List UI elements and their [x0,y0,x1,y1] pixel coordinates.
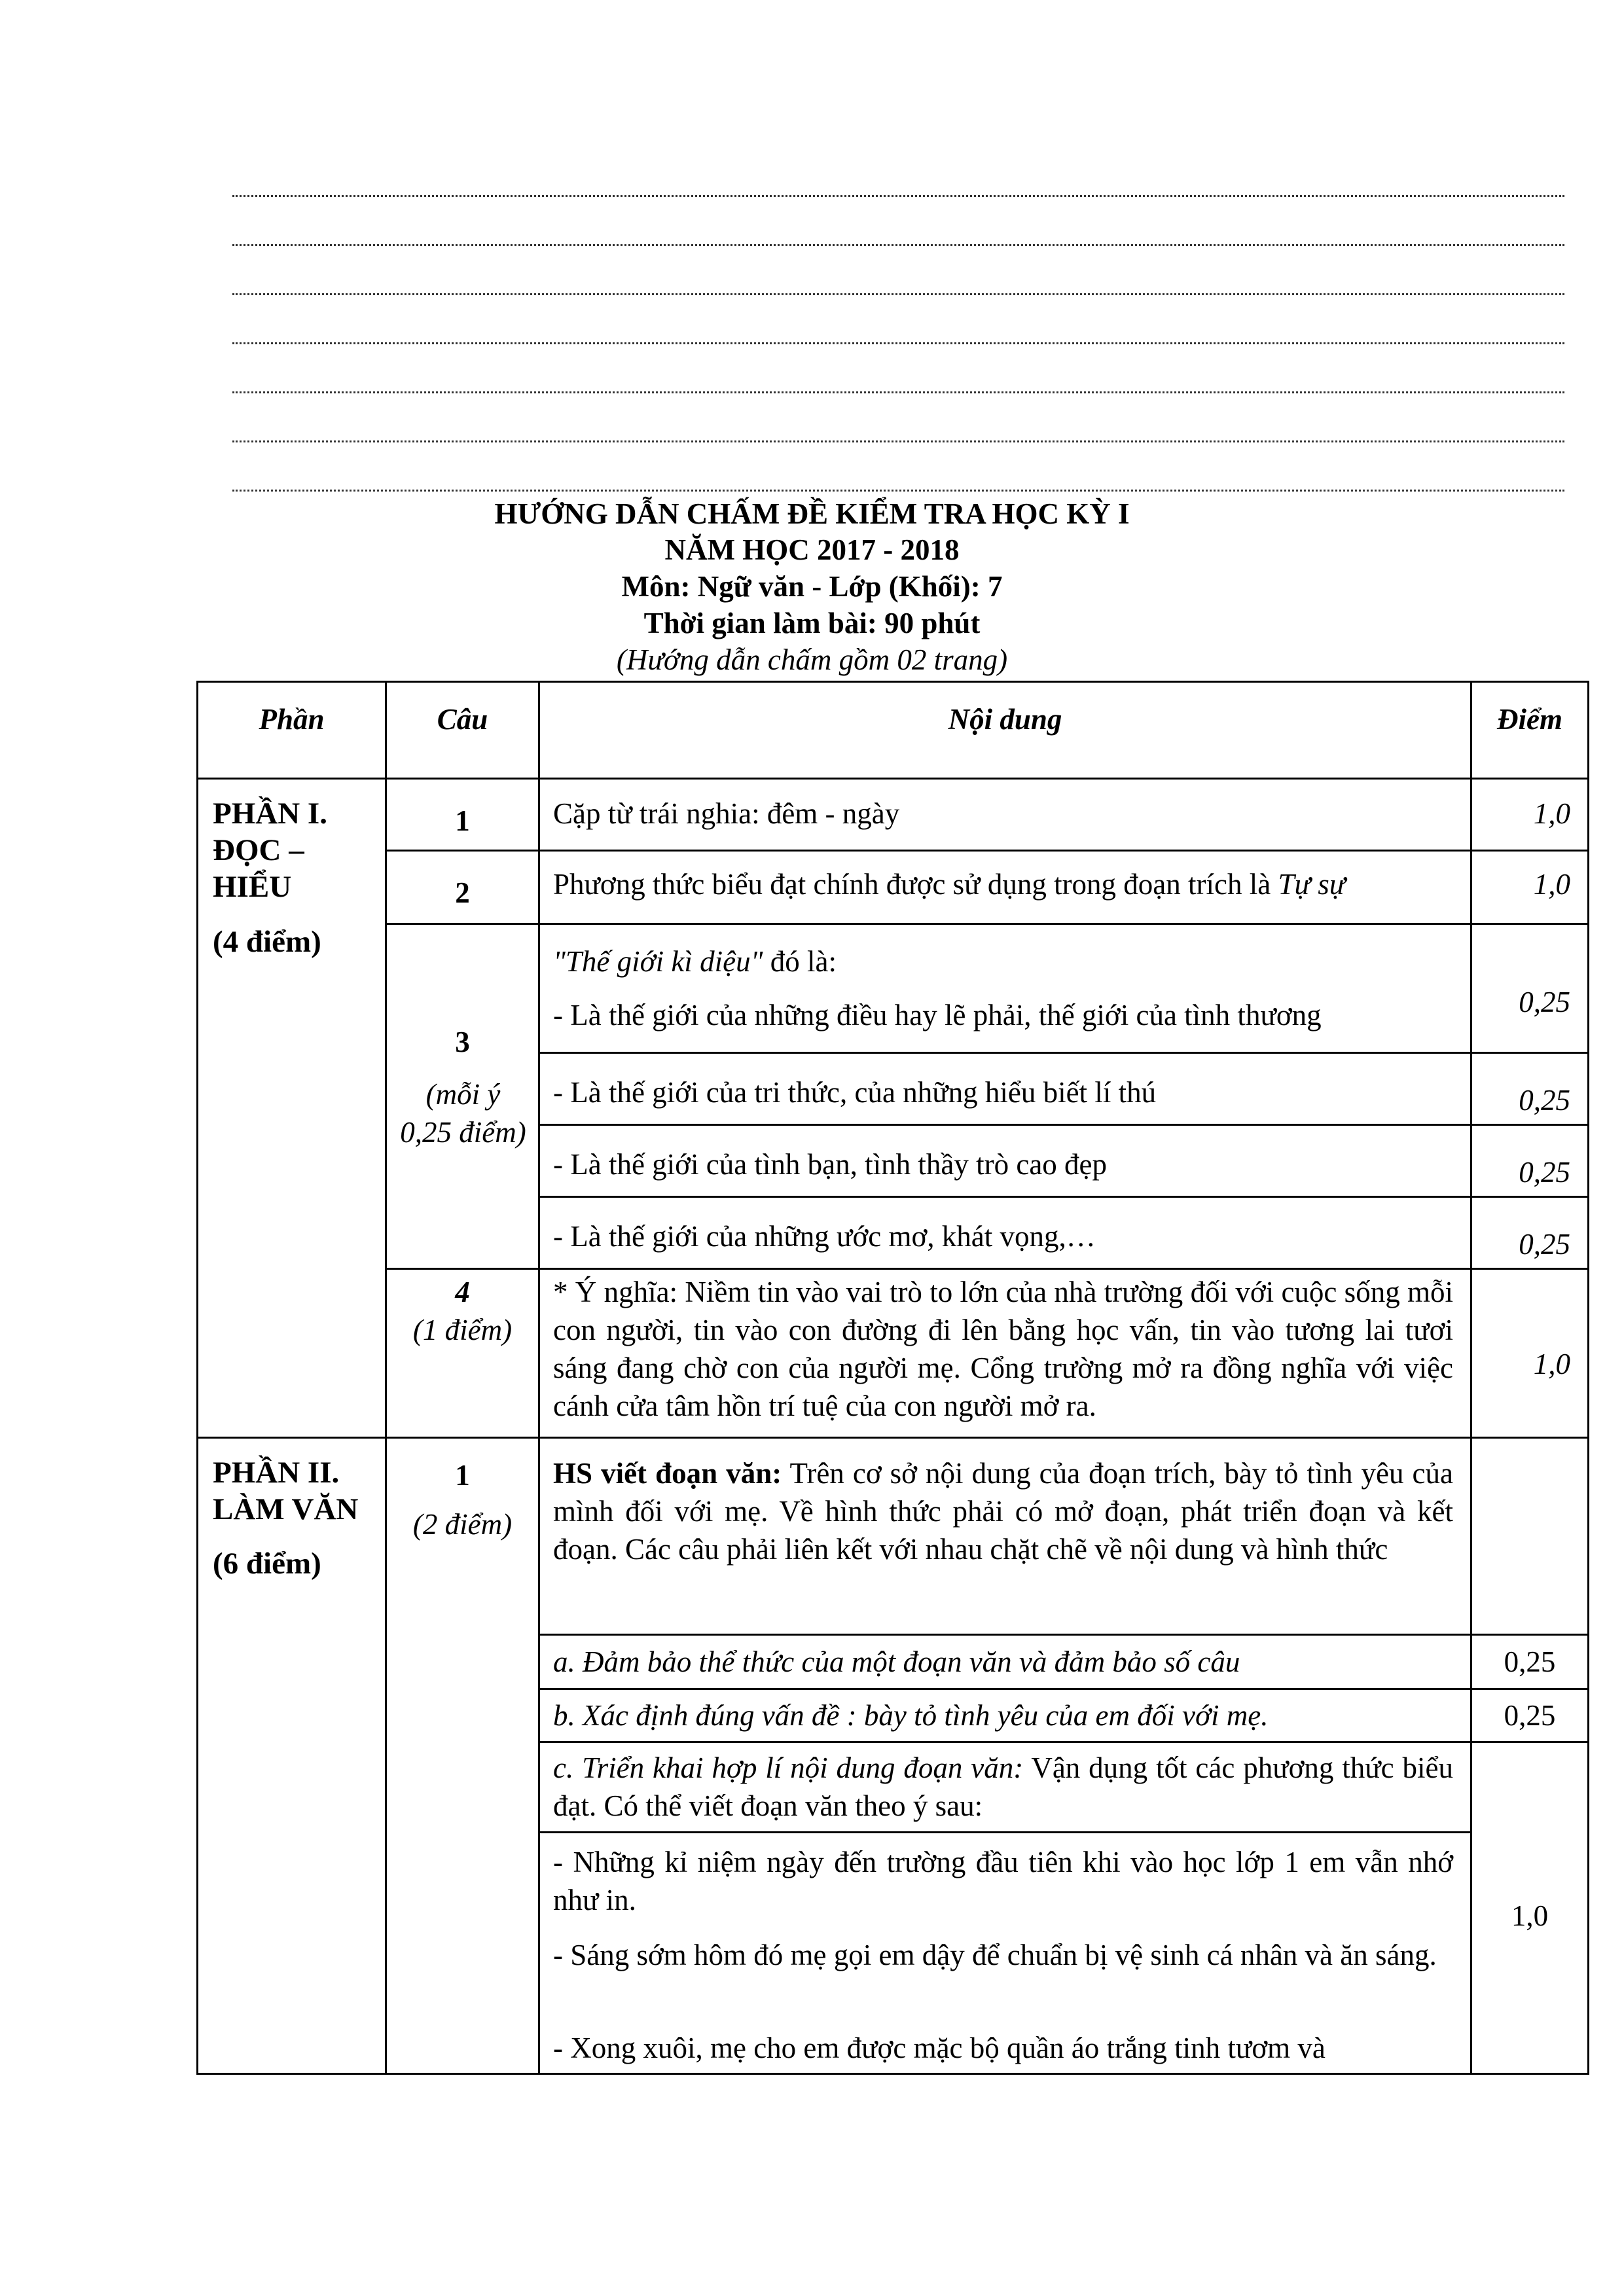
q3-note: (mỗi ý 0,25 điểm) [400,1078,526,1149]
q3-item: - Là thế giới của những điều hay lẽ phải, thế giới của tình thương [553,999,1322,1031]
doc-title: HƯỚNG DẪN CHẤM ĐỀ KIỂM TRA HỌC KỲ I [494,497,1130,530]
q3-item-score: 0,25 [1519,986,1570,1018]
time-line: Thời gian làm bài: 90 phút [643,607,981,639]
table-border [196,681,1589,683]
table-border [196,681,198,2075]
header-question: Câu [437,703,488,736]
school-year: NĂM HỌC 2017 - 2018 [664,533,960,566]
q2-number: 2 [455,876,470,909]
q3-item-score: 0,25 [1519,1156,1570,1189]
table-border [196,2073,1589,2075]
table-border [385,923,1589,925]
table-border [538,1052,1589,1054]
q3-item: - Là thế giới của những ước mơ, khát vọng,… [553,1220,1096,1253]
criterion-c-item: - Những kỉ niệm ngày đến trường đầu tiên khi vào học lớp 1 em vẫn nhớ như in. [553,1846,1453,1916]
criterion-c-item: - Xong xuôi, mẹ cho em được mặc bộ quần áo trắng tinh tươm và [553,2032,1326,2064]
q3-number: 3 [455,1026,470,1058]
table-border [538,681,540,2075]
q2-text: Phương thức biểu đạt chính được sử dụng trong đoạn trích là Tự sự [553,868,1346,901]
criterion-b: b. Xác định đúng vấn đề : bày tỏ tình yêu của em đối với mẹ. [553,1699,1269,1732]
table-border [538,1634,1589,1636]
table-border [538,1196,1589,1198]
table-border [538,1688,1589,1690]
p2-q1-note: (2 điểm) [412,1508,513,1541]
dotted-line [232,244,1564,246]
q3-item-score: 0,25 [1519,1228,1570,1261]
criterion-a-score: 0,25 [1504,1645,1556,1678]
header-score: Điểm [1497,703,1562,736]
dotted-line [232,391,1564,393]
dotted-line [232,490,1564,492]
q4-text: * Ý nghĩa: Niềm tin vào vai trò to lớn của nhà trường đối với cuộc sống mỗi con người, tin vào con đường đi lên bằng học vấn, tin vào tương lai tươi sáng đang chờ con của người mẹ. Cổng trường mở ra đồng nghĩa với việc cánh cửa tâm hồn trí tuệ của con người mở ra. [553,1276,1453,1422]
header-part: Phần [259,703,325,736]
criterion-c-item: - Sáng sớm hôm đó mẹ gọi em dậy để chuẩn bị vệ sinh cá nhân và ăn sáng. [553,1939,1437,1971]
q3-item: - Là thế giới của tình bạn, tình thầy trò cao đẹp [553,1148,1108,1181]
q1-score: 1,0 [1533,797,1570,830]
criterion-a: a. Đảm bảo thể thức của một đoạn văn và đảm bảo số câu [553,1645,1240,1678]
part2-label: PHẦN II. LÀM VĂN [213,1456,359,1526]
table-border [538,1831,1470,1833]
dotted-line [232,440,1564,442]
q1-text: Cặp từ trái nghia: đêm - ngày [553,797,900,830]
header-content: Nội dung [948,703,1062,736]
q2-score: 1,0 [1533,868,1570,901]
q3-item: - Là thế giới của tri thức, của những hiểu biết lí thú [553,1076,1157,1109]
q3-intro: "Thế giới kì diệu" đó là: [553,945,837,978]
dotted-line [232,195,1564,197]
dotted-line [232,342,1564,344]
q4-number: 4 [455,1276,470,1308]
dotted-line [232,293,1564,295]
page-note: (Hướng dẫn chấm gồm 02 trang) [616,643,1008,676]
table-border [538,1741,1589,1743]
table-border [538,1124,1589,1126]
criterion-b-score: 0,25 [1504,1699,1556,1732]
table-border [1587,681,1589,2075]
table-border [196,1437,1589,1439]
criterion-c: c. Triển khai hợp lí nội dung đoạn văn: Vận dụng tốt các phương thức biểu đạt. Có thể viết đoạn văn theo ý sau: [553,1751,1454,1822]
table-border [385,1268,1589,1270]
part1-points: (4 điểm) [213,925,321,959]
part1-label: PHẦN I. ĐỌC – HIỂU [213,797,327,904]
p2-intro: HS viết đoạn văn: Trên cơ sở nội dung của đoạn trích, bày tỏ tình yêu của mình đối với mẹ. Về hình thức phải có mở đoạn, phát triển đoạn và kết đoạn. Các câu phải liên kết với nhau chặt chẽ về nội dung và hình thức [553,1457,1453,1566]
table-border [385,850,1589,852]
criterion-c-score: 1,0 [1511,1899,1549,1932]
subject-line: Môn: Ngữ văn - Lớp (Khối): 7 [621,570,1003,603]
p2-q1-number: 1 [455,1459,470,1492]
q3-item-score: 0,25 [1519,1084,1570,1117]
q4-note: (1 điểm) [412,1314,513,1346]
part2-points: (6 điểm) [213,1547,321,1581]
q4-score: 1,0 [1533,1348,1570,1380]
table-border [196,778,1589,780]
q1-number: 1 [455,804,470,837]
